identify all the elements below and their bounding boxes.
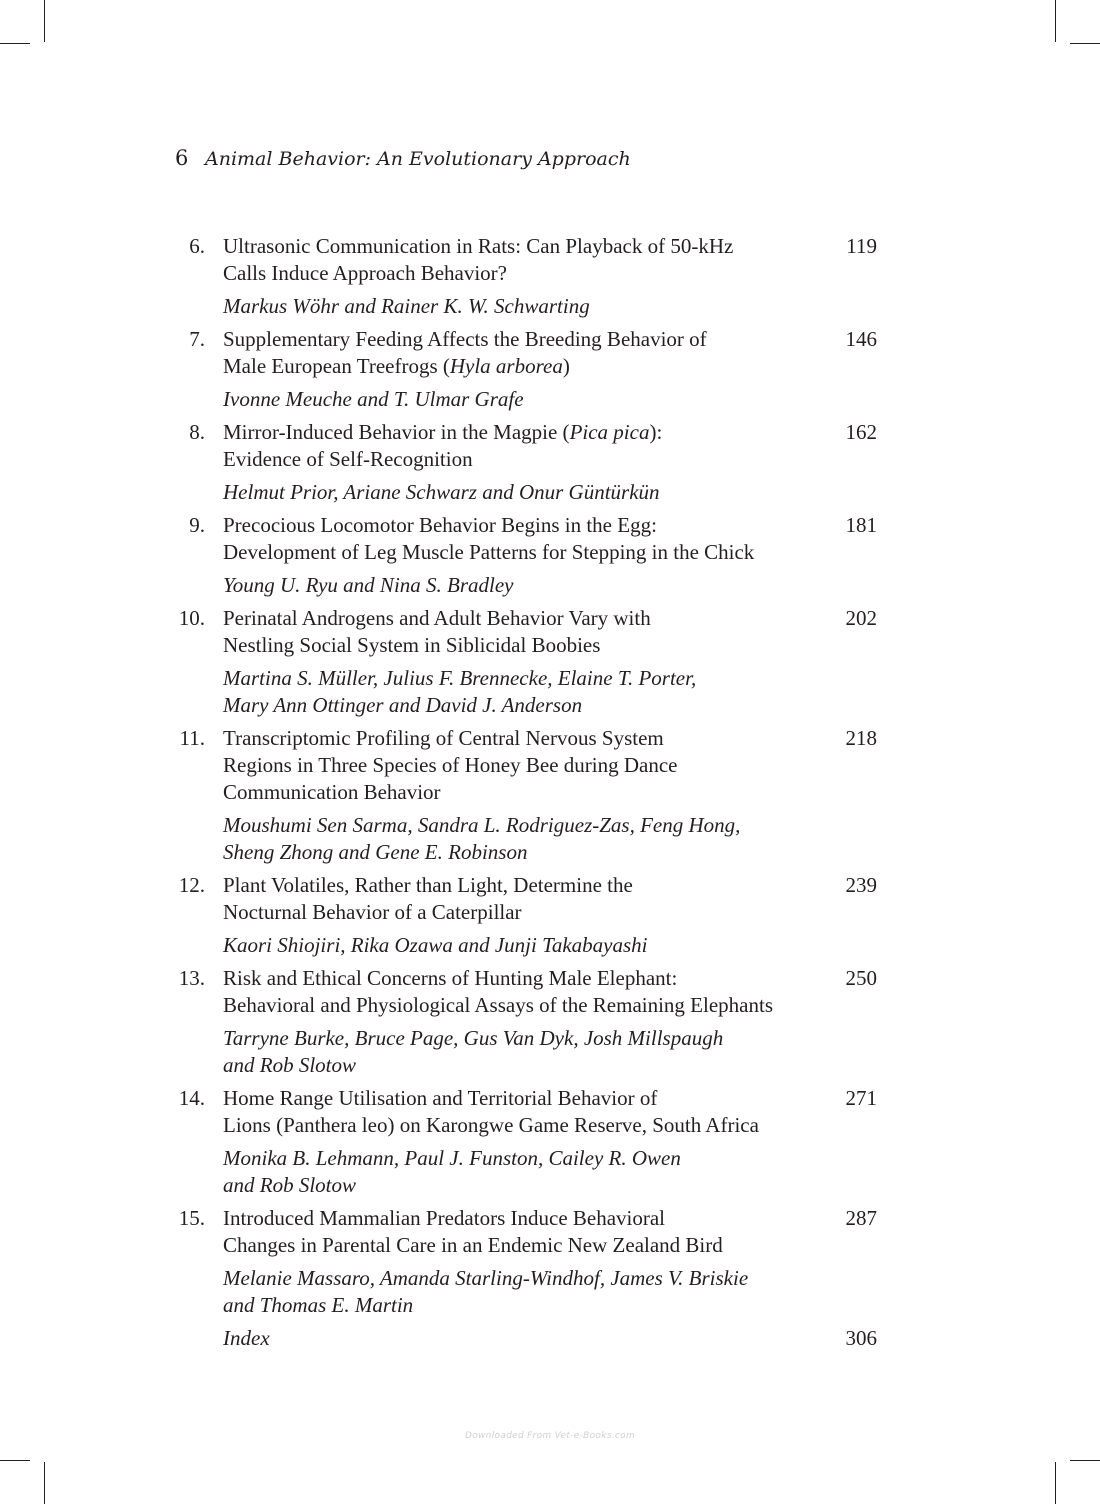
toc-entry: [175, 725, 880, 866]
toc-entry-title: Plant Volatiles, Rather than Light, Determine the Nocturnal Behavior of a Caterpillar: [223, 873, 633, 924]
toc-entry-authors: Tarryne Burke, Bruce Page, Gus Van Dyk, Josh Millspaugh and Rob Slotow: [223, 1026, 724, 1077]
toc-entry-title: Home Range Utilisation and Territorial Behavior of Lions (Panthera leo) on Karongwe Game Reserve, South Africa: [223, 1086, 759, 1137]
toc-entry-title: Introduced Mammalian Predators Induce Behavioral Changes in Parental Care in an Endemic New Zealand Bird: [223, 1206, 723, 1257]
watermark: Downloaded From Vet-e-Books.com: [464, 1431, 636, 1441]
species-name: Hyla arborea: [449, 354, 563, 378]
toc-entry-authors: Monika B. Lehmann, Paul J. Funston, Cailey R. Owen and Rob Slotow: [223, 1146, 681, 1197]
toc-entry: [175, 326, 880, 413]
crop-mark-bottom-right: [1055, 1462, 1056, 1504]
toc-entry-number: 13.: [178, 966, 205, 990]
toc-entry: [175, 419, 880, 506]
toc-entry: [175, 512, 880, 599]
toc-entry-title: Ultrasonic Communication in Rats: Can Playback of 50-kHz Calls Induce Approach Behavior?: [223, 234, 734, 285]
toc-entry-title: Precocious Locomotor Behavior Begins in the Egg: Development of Leg Muscle Patterns for Stepping in the Chick: [223, 513, 755, 564]
toc-entry-authors: Kaori Shiojiri, Rika Ozawa and Junji Takabayashi: [223, 933, 648, 957]
toc-entry-number: 6.: [189, 234, 205, 258]
toc-entry-authors: Young U. Ryu and Nina S. Bradley: [223, 573, 514, 597]
toc-entry-page: 181: [845, 513, 877, 537]
toc-index-page: 306: [845, 1326, 877, 1350]
toc-entry-page: 146: [845, 327, 877, 351]
toc-entry-page: 271: [845, 1086, 877, 1110]
toc-entry-authors: Ivonne Meuche and T. Ulmar Grafe: [223, 387, 524, 411]
toc-index-entry: [175, 1325, 880, 1352]
crop-mark-top-left: [44, 0, 45, 42]
toc-entry: [175, 965, 880, 1079]
toc-entry-page: 239: [845, 873, 877, 897]
crop-mark-top-right-h: [1070, 43, 1100, 44]
crop-mark-bottom-right-h: [1070, 1460, 1100, 1461]
toc-entry: [175, 233, 880, 320]
toc-entry-number: 8.: [189, 420, 205, 444]
toc-entry-title: Supplementary Feeding Affects the Breeding Behavior of Male European Treefrogs (Hyla arborea): [223, 327, 707, 378]
toc-entry-title: Mirror-Induced Behavior in the Magpie (Pica pica): Evidence of Self-Recognition: [223, 420, 663, 471]
toc-entry: [175, 872, 880, 959]
toc-entry-number: 15.: [178, 1206, 205, 1230]
toc-entry: [175, 605, 880, 719]
toc-entry-authors: Moushumi Sen Sarma, Sandra L. Rodriguez-Zas, Feng Hong, Sheng Zhong and Gene E. Robinson: [223, 813, 741, 864]
toc-entry: [175, 1205, 880, 1319]
toc-entry-page: 250: [845, 966, 877, 990]
species-name: Pica pica: [569, 420, 650, 444]
crop-mark-bottom-left-h: [0, 1460, 30, 1461]
toc-entry-page: 218: [845, 726, 877, 750]
toc-index-label: Index: [223, 1326, 270, 1350]
toc-entry-title: Perinatal Androgens and Adult Behavior Vary with Nestling Social System in Siblicidal Boobies: [223, 606, 651, 657]
book-title: Animal Behavior: An Evolutionary Approach: [205, 148, 631, 170]
crop-mark-bottom-left: [44, 1462, 45, 1504]
toc-entry-authors: Markus Wöhr and Rainer K. W. Schwarting: [223, 294, 590, 318]
crop-mark-top-left-h: [0, 43, 30, 44]
table-of-contents: [175, 233, 880, 1352]
toc-entry-title: Risk and Ethical Concerns of Hunting Male Elephant: Behavioral and Physiological Assays of the Remaining Elephants: [223, 966, 773, 1017]
toc-entry-page: 287: [845, 1206, 877, 1230]
toc-entry-number: 9.: [189, 513, 205, 537]
page-number: 6: [175, 146, 189, 170]
toc-entry-authors: Helmut Prior, Ariane Schwarz and Onur Güntürkün: [223, 480, 660, 504]
crop-mark-top-right: [1055, 0, 1056, 42]
toc-entry-authors: Melanie Massaro, Amanda Starling-Windhof, James V. Briskie and Thomas E. Martin: [223, 1266, 749, 1317]
running-head: [175, 144, 631, 173]
toc-entry-page: 119: [846, 234, 877, 258]
toc-entry-title: Transcriptomic Profiling of Central Nervous System Regions in Three Species of Honey Bee during Dance Communication Behavior: [223, 726, 678, 804]
toc-entry-number: 7.: [189, 327, 205, 351]
toc-entry-number: 12.: [178, 873, 205, 897]
toc-entry-authors: Martina S. Müller, Julius F. Brennecke, Elaine T. Porter, Mary Ann Ottinger and David J. Anderson: [223, 666, 697, 717]
toc-entry-page: 162: [845, 420, 877, 444]
toc-entry-number: 10.: [178, 606, 205, 630]
toc-entry-page: 202: [845, 606, 877, 630]
toc-entry-number: 14.: [178, 1086, 205, 1110]
toc-entry-number: 11.: [179, 726, 205, 750]
toc-entry: [175, 1085, 880, 1199]
